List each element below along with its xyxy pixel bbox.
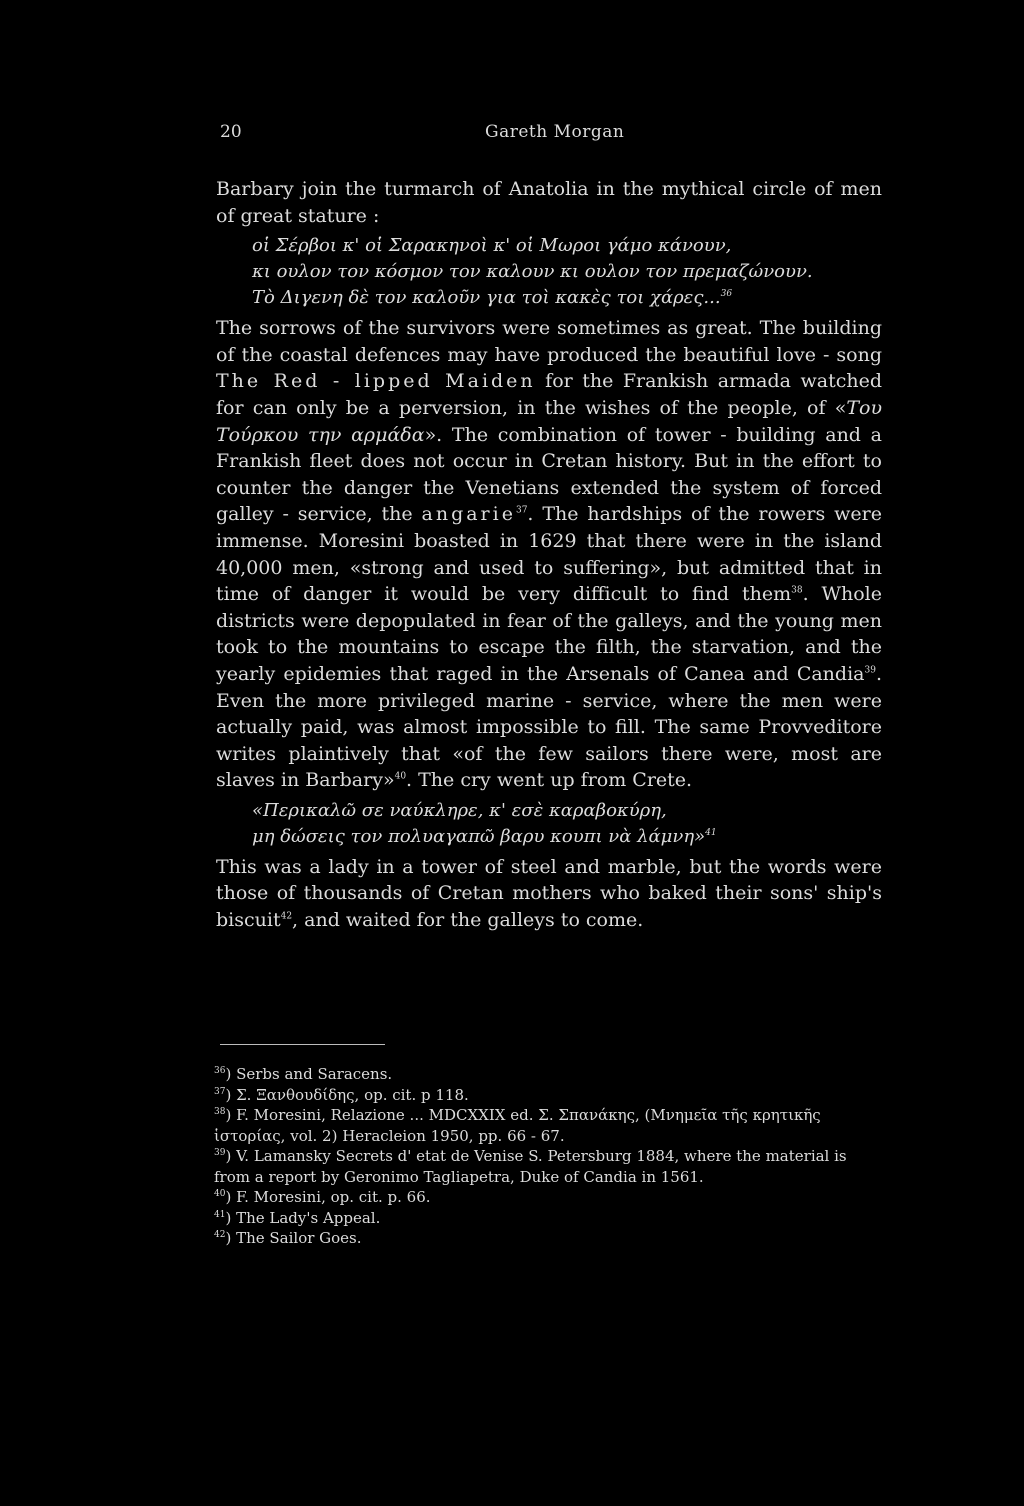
footnote-text: ) V. Lamansky Secrets d' etat de Venise S. Petersburg 1884, where the material is from a report by Geronimo Tagliapetra, Duke of Candia in 1561. bbox=[214, 1147, 847, 1186]
footnote-mark: 41 bbox=[214, 1209, 226, 1220]
footnote-text: ) F. Moresini, op. cit. p. 66. bbox=[225, 1188, 431, 1206]
footnote bbox=[214, 1146, 882, 1187]
text-run: This was a lady in a tower of steel and marble, but the words were those of thousands of Cretan mothers who baked their sons' ship's biscuit bbox=[216, 855, 882, 932]
paragraph-1: Barbary join the turmarch of Anatolia in the mythical circle of men of great stature : bbox=[216, 178, 882, 227]
footnote bbox=[214, 1187, 882, 1208]
verse-line-text: μη δώσεις τον πολυαγαπῶ βαρυ κουπι νὰ λάμνη» bbox=[252, 825, 706, 847]
text-run: . The hardships of the rowers were immense. Moresini boasted in 1629 that there were in the island 40,000 men, «strong and used to suffering», but admitted that in time of danger it would be very difficult to find them bbox=[216, 503, 882, 606]
greek-phrase: Του Τούρκου την αρμάδα bbox=[216, 396, 882, 446]
verse-line: κι ουλον τον κόσμον τον καλουν κι ουλον τον πρεμαζώνουν. bbox=[252, 261, 813, 283]
footnote-text: ) The Sailor Goes. bbox=[225, 1229, 362, 1247]
page-number: 20 bbox=[220, 122, 242, 142]
footnote-ref: 36 bbox=[720, 289, 733, 300]
text-run: for the Frankish armada watched for can only be a perversion, in the wishes of the people, of « bbox=[216, 370, 882, 419]
verse-block-2 bbox=[252, 798, 882, 850]
footnote-mark: 42 bbox=[214, 1230, 226, 1240]
footnote-text: ) The Lady's Appeal. bbox=[225, 1208, 381, 1227]
text-run: , and waited for the galleys to come. bbox=[292, 909, 644, 932]
footnote bbox=[214, 1064, 882, 1085]
verse-block-1 bbox=[252, 233, 882, 311]
term-angarie: angarie bbox=[421, 503, 516, 526]
page-header bbox=[220, 122, 810, 152]
footnote bbox=[214, 1105, 882, 1146]
footnote bbox=[214, 1085, 882, 1106]
verse-line bbox=[252, 285, 882, 311]
paragraph-2 bbox=[216, 315, 882, 794]
footnote-mark: 37 bbox=[214, 1086, 226, 1097]
footnote-ref: 40 bbox=[394, 771, 407, 782]
paragraph-3 bbox=[216, 854, 882, 934]
verse-line-text: Τὸ Διγενη δὲ τον καλοῦν για τοὶ κακὲς τοι χάρες... bbox=[252, 287, 721, 309]
running-head: Gareth Morgan bbox=[485, 122, 625, 142]
footnote-mark: 40 bbox=[214, 1189, 226, 1199]
text-run: . The cry went up from Crete. bbox=[406, 769, 693, 792]
footnote-ref: 41 bbox=[705, 827, 717, 838]
verse-line bbox=[252, 824, 882, 850]
text-run: . Even the more privileged marine - service, where the men were actually paid, was almost impossible to fill. The same Provveditore writes plaintively that «of the few sailors there were, most are slaves in Barbary» bbox=[216, 662, 882, 792]
footnote-text: ) F. Moresini, Relazione ... MDCXXIX ed. Σ. Σπανάκης, (Μνημεῖα τῆς κρητικῆς ἱστορίας, vol. 2) Heracleion 1950, pp. 66 - 67. bbox=[214, 1106, 821, 1145]
footnote-ref: 38 bbox=[791, 585, 803, 596]
verse-line: οἱ Σέρβοι κ' οἱ Σαρακηνοὶ κ' οἱ Μωροι γάμο κάνουν, bbox=[252, 235, 732, 257]
footnote bbox=[214, 1228, 882, 1249]
text-run: ». The combination of tower - building and a Frankish fleet does not occur in Cretan history. But in the effort to counter the danger the Venetians extended the system of forced galley - service, the bbox=[216, 423, 882, 526]
text-run: The sorrows of the survivors were sometimes as great. The building of the coastal defences may have produced the beautiful love - song bbox=[216, 317, 882, 366]
footnote-ref: 37 bbox=[515, 506, 528, 517]
footnote-divider bbox=[220, 1044, 385, 1045]
main-text bbox=[216, 176, 882, 934]
footnote-mark: 38 bbox=[214, 1107, 226, 1117]
footnote-mark: 36 bbox=[214, 1066, 226, 1076]
footnote-ref: 39 bbox=[864, 665, 876, 676]
footnote-text: ) Σ. Ξανθουδίδης, op. cit. p 118. bbox=[225, 1085, 469, 1104]
footnotes bbox=[214, 1064, 882, 1249]
verse-line: «Περικαλῶ σε ναύκληρε, κ' εσὲ καραβοκύρη, bbox=[252, 799, 667, 821]
footnote-mark: 39 bbox=[214, 1148, 226, 1158]
text-run: . Whole districts were depopulated in fear of the galleys, and the young men took to the mountains to escape the filth, the starvation, and the yearly epidemies that raged in the Arsenals of Canea and Candia bbox=[216, 583, 882, 685]
footnote-text: ) Serbs and Saracens. bbox=[225, 1065, 393, 1083]
song-title: The Red - lipped Maiden bbox=[216, 370, 536, 393]
footnote-ref: 42 bbox=[280, 911, 293, 922]
footnote bbox=[214, 1208, 882, 1229]
